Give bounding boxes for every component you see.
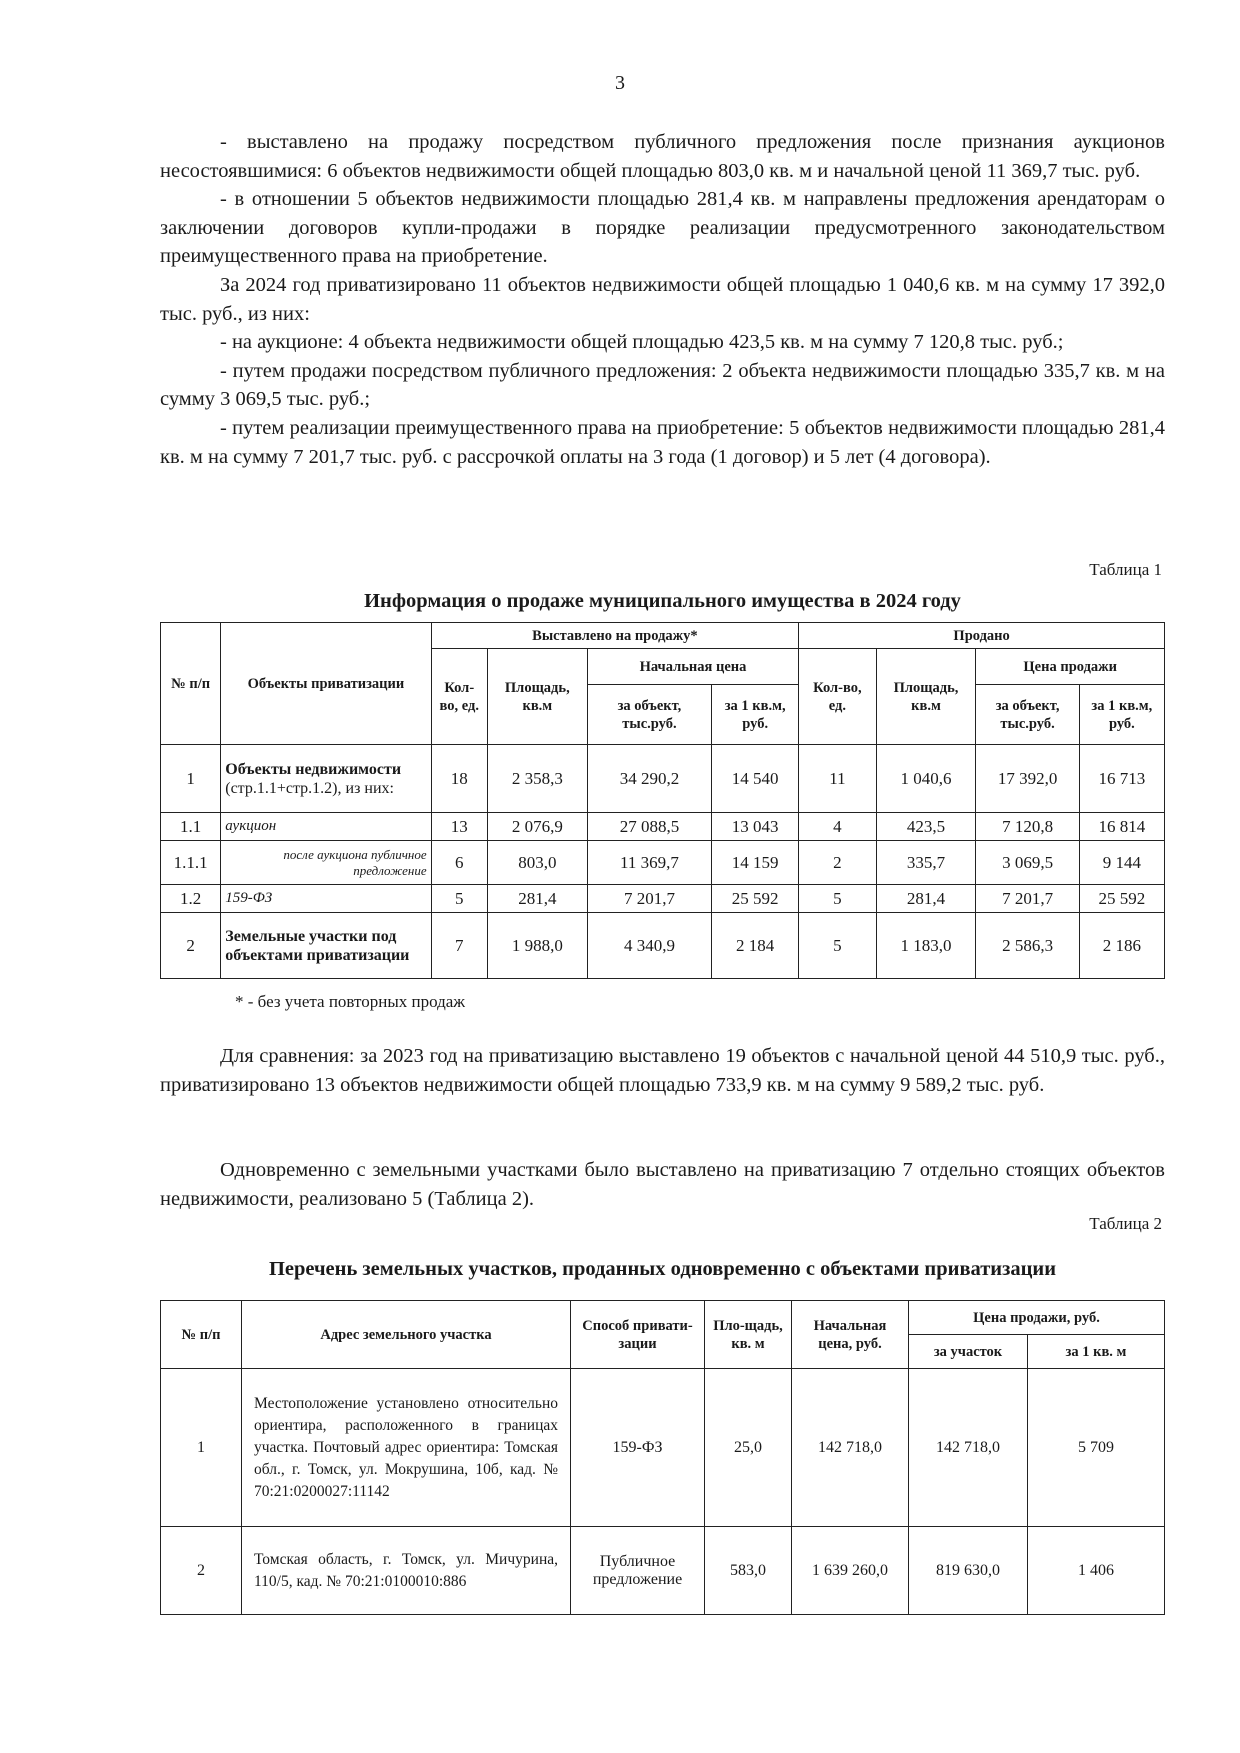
table-row <box>161 885 1165 913</box>
cell-start-price: 142 718,0 <box>792 1369 909 1527</box>
cell-per-sqm: 1 406 <box>1028 1527 1165 1615</box>
cell-sale-sqm: 16 713 <box>1079 745 1164 813</box>
col-area: Площадь, кв.м <box>487 649 587 745</box>
cell-price-obj: 27 088,5 <box>587 813 711 841</box>
cell-name: аукцион <box>221 813 431 841</box>
cell-sale-sqm: 25 592 <box>1079 885 1164 913</box>
col-area: Пло-щадь, кв. м <box>705 1301 792 1369</box>
cell-price-sqm: 2 184 <box>712 913 799 979</box>
cell-num: 2 <box>161 1527 242 1615</box>
table-row <box>161 841 1165 885</box>
table2-label: Таблица 2 <box>1089 1214 1162 1233</box>
table-row <box>161 1369 1165 1527</box>
paragraph: - путем продажи посредством публичного предложения: 2 объекта недвижимости площадью 335,7 кв. м на сумму 3 069,5 тыс. руб.; <box>160 359 1165 411</box>
cell-per-plot: 142 718,0 <box>909 1369 1028 1527</box>
col-per-sqm: за 1 кв. м <box>1028 1335 1165 1369</box>
col-sale-per-object: за объект, тыс.руб. <box>976 685 1079 745</box>
intro-text <box>160 128 1165 471</box>
cell-sale-obj: 7 120,8 <box>976 813 1079 841</box>
table-row <box>161 1527 1165 1615</box>
table1-label: Таблица 1 <box>1089 560 1162 579</box>
cell-qty: 18 <box>431 745 487 813</box>
col-sale-price: Цена продажи, руб. <box>909 1301 1165 1335</box>
cell-sold-qty: 11 <box>799 745 876 813</box>
cell-method: Публичное предложение <box>571 1527 705 1615</box>
cell-sale-obj: 17 392,0 <box>976 745 1079 813</box>
table-row <box>161 813 1165 841</box>
cell-sold-qty: 4 <box>799 813 876 841</box>
name-main: Объекты недвижимости <box>225 760 402 778</box>
col-num: № п/п <box>161 1301 242 1369</box>
cell-sale-sqm: 2 186 <box>1079 913 1164 979</box>
paragraph: - в отношении 5 объектов недвижимости площадью 281,4 кв. м направлены предложения арендаторам о заключении договоров купли-продажи в порядке реализации предусмотренного законодательством преимущественного права на приобретение. <box>160 188 1165 268</box>
col-per-object: за объект, тыс.руб. <box>587 685 711 745</box>
col-start-price: Начальная цена, руб. <box>792 1301 909 1369</box>
cell-price-sqm: 13 043 <box>712 813 799 841</box>
cell-sale-sqm: 9 144 <box>1079 841 1164 885</box>
name-sub: (стр.1.1+стр.1.2), из них: <box>225 779 394 797</box>
table-row <box>161 913 1165 979</box>
cell-start-price: 1 639 260,0 <box>792 1527 909 1615</box>
cell-name: 159-ФЗ <box>221 885 431 913</box>
cell-num: 1 <box>161 1369 242 1527</box>
cell-price-sqm: 14 159 <box>712 841 799 885</box>
cell-sold-qty: 5 <box>799 885 876 913</box>
col-sold-qty: Кол-во, ед. <box>799 649 876 745</box>
col-sold-area: Площадь, кв.м <box>876 649 976 745</box>
col-per-sqm: за 1 кв.м, руб. <box>712 685 799 745</box>
page-number: 3 <box>615 72 625 94</box>
cell-name <box>221 745 431 813</box>
cell-price-obj: 4 340,9 <box>587 913 711 979</box>
col-offered: Выставлено на продажу* <box>431 623 799 649</box>
paragraph: - на аукционе: 4 объекта недвижимости общей площадью 423,5 кв. м на сумму 7 120,8 тыс. руб.; <box>220 331 1064 354</box>
cell-sold-area: 335,7 <box>876 841 976 885</box>
cell-area: 281,4 <box>487 885 587 913</box>
cell-per-plot: 819 630,0 <box>909 1527 1028 1615</box>
cell-qty: 13 <box>431 813 487 841</box>
paragraph: Для сравнения: за 2023 год на приватизацию выставлено 19 объектов с начальной ценой 44 510,9 тыс. руб., приватизировано 13 объектов недвижимости общей площадью 733,9 кв. м на сумму 9 589,2 тыс. руб. <box>160 1045 1165 1096</box>
table1-footnote: * - без учета повторных продаж <box>235 992 466 1011</box>
col-sold: Продано <box>799 623 1165 649</box>
col-start-price: Начальная цена <box>587 649 798 685</box>
sales-table <box>160 622 1165 979</box>
cell-qty: 6 <box>431 841 487 885</box>
col-method: Способ привати-зации <box>571 1301 705 1369</box>
cell-area: 583,0 <box>705 1527 792 1615</box>
cell-num: 2 <box>161 913 221 979</box>
cell-qty: 7 <box>431 913 487 979</box>
col-num: № п/п <box>161 623 221 745</box>
cell-sold-area: 1 040,6 <box>876 745 976 813</box>
cell-sale-obj: 2 586,3 <box>976 913 1079 979</box>
paragraph: За 2024 год приватизировано 11 объектов недвижимости общей площадью 1 040,6 кв. м на сумму 17 392,0 тыс. руб., из них: <box>160 273 1165 325</box>
cell-sold-area: 281,4 <box>876 885 976 913</box>
paragraph: - путем реализации преимущественного права на приобретение: 5 объектов недвижимости площадью 281,4 кв. м на сумму 7 201,7 тыс. руб. с рассрочкой оплаты на 3 года (1 договор) и 5 лет (4 договора). <box>160 416 1165 468</box>
cell-address: Местоположение установлено относительно ориентира, расположенного в границах участка. Почтовый адрес ориентира: Томская обл., г. Томск, ул. Мокрушина, 10б, кад. № 70:21:0200027:11142 <box>242 1369 571 1527</box>
cell-name: Земельные участки под объектами приватизации <box>221 913 431 979</box>
col-objects: Объекты приватизации <box>221 623 431 745</box>
cell-per-sqm: 5 709 <box>1028 1369 1165 1527</box>
col-address: Адрес земельного участка <box>242 1301 571 1369</box>
cell-num: 1.2 <box>161 885 221 913</box>
cell-qty: 5 <box>431 885 487 913</box>
land-text <box>160 1156 1165 1213</box>
land-plots-table <box>160 1300 1165 1615</box>
cell-area: 1 988,0 <box>487 913 587 979</box>
cell-price-obj: 11 369,7 <box>587 841 711 885</box>
cell-name: после аукциона публичное предложение <box>221 841 431 885</box>
cell-method: 159-ФЗ <box>571 1369 705 1527</box>
cell-area: 803,0 <box>487 841 587 885</box>
cell-price-obj: 34 290,2 <box>587 745 711 813</box>
cell-num: 1.1.1 <box>161 841 221 885</box>
cell-price-sqm: 14 540 <box>712 745 799 813</box>
cell-sold-qty: 5 <box>799 913 876 979</box>
paragraph: - выставлено на продажу посредством публичного предложения после признания аукционов несостоявшимися: 6 объектов недвижимости общей площадью 803,0 кв. м и начальной ценой 11 369,7 тыс. руб. <box>160 131 1165 182</box>
cell-sold-area: 423,5 <box>876 813 976 841</box>
col-sale-per-sqm: за 1 кв.м, руб. <box>1079 685 1164 745</box>
table1-title: Информация о продаже муниципального имущества в 2024 году <box>364 590 961 612</box>
cell-sold-qty: 2 <box>799 841 876 885</box>
cell-sale-obj: 7 201,7 <box>976 885 1079 913</box>
cell-num: 1 <box>161 745 221 813</box>
comparison-text <box>160 1042 1165 1099</box>
table2-title: Перечень земельных участков, проданных одновременно с объектами приватизации <box>268 1258 1057 1280</box>
cell-sale-obj: 3 069,5 <box>976 841 1079 885</box>
cell-num: 1.1 <box>161 813 221 841</box>
cell-address: Томская область, г. Томск, ул. Мичурина, 110/5, кад. № 70:21:0100010:886 <box>242 1527 571 1615</box>
cell-price-sqm: 25 592 <box>712 885 799 913</box>
table-row <box>161 745 1165 813</box>
paragraph: Одновременно с земельными участками было выставлено на приватизацию 7 отдельно стоящих объектов недвижимости, реализовано 5 (Таблица 2). <box>160 1159 1165 1210</box>
cell-sale-sqm: 16 814 <box>1079 813 1164 841</box>
cell-price-obj: 7 201,7 <box>587 885 711 913</box>
col-sale-price: Цена продажи <box>976 649 1165 685</box>
col-qty: Кол-во, ед. <box>431 649 487 745</box>
cell-area: 25,0 <box>705 1369 792 1527</box>
col-per-plot: за участок <box>909 1335 1028 1369</box>
cell-area: 2 358,3 <box>487 745 587 813</box>
cell-area: 2 076,9 <box>487 813 587 841</box>
cell-sold-area: 1 183,0 <box>876 913 976 979</box>
